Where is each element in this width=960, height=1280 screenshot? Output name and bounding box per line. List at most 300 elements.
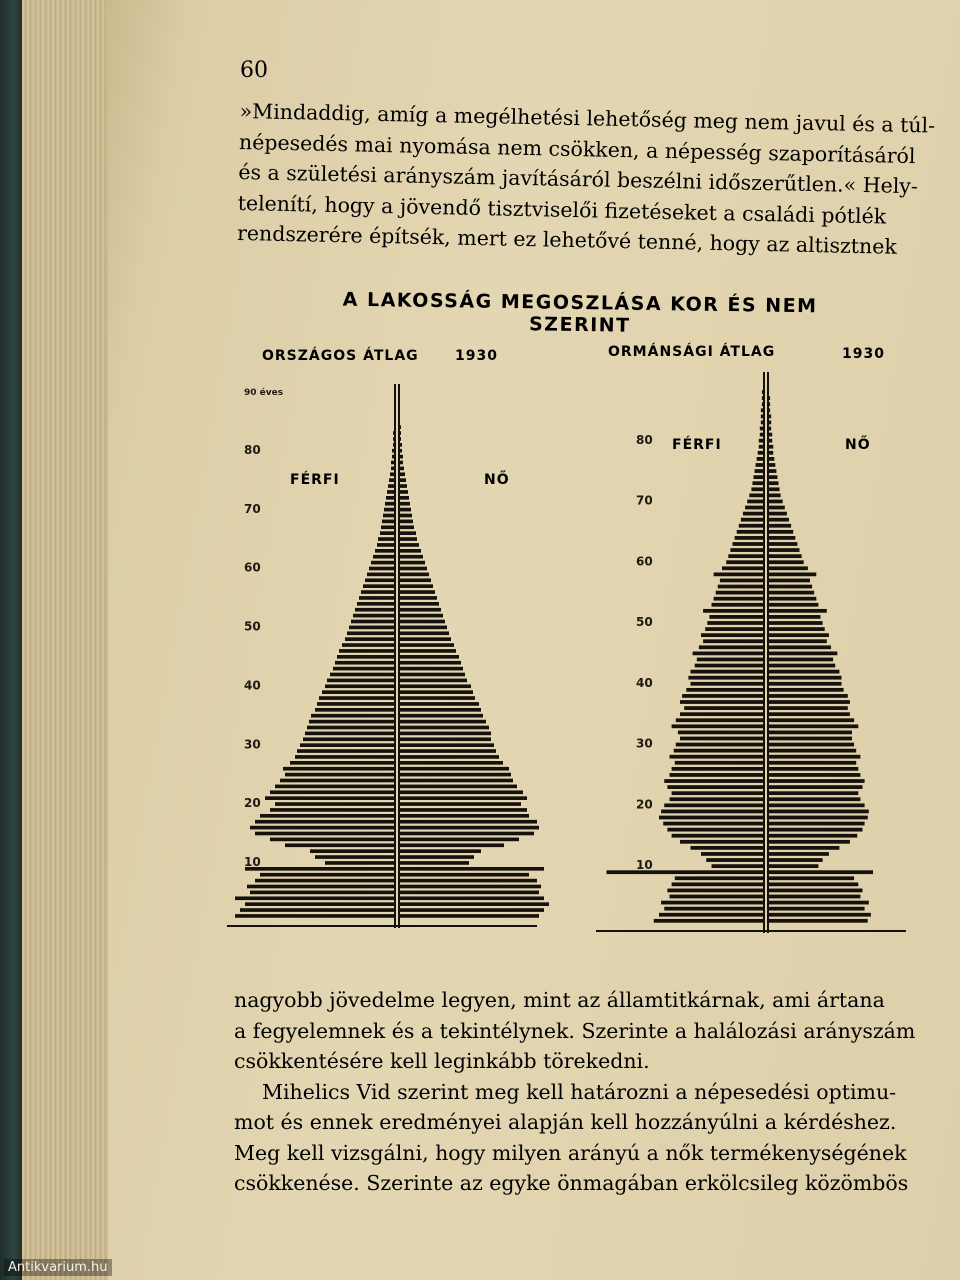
female-bar xyxy=(768,810,869,814)
age-tick-label: 30 xyxy=(636,736,653,751)
age-tick-label: 60 xyxy=(244,560,261,575)
male-bar xyxy=(664,779,764,783)
male-bar xyxy=(747,500,764,504)
female-bar xyxy=(399,755,499,759)
female-bar xyxy=(768,609,827,613)
male-bar xyxy=(250,891,395,895)
female-bar xyxy=(768,664,835,668)
male-bar xyxy=(682,694,764,698)
male-bar xyxy=(385,502,395,506)
male-bar xyxy=(709,615,764,619)
female-bar xyxy=(399,478,406,482)
male-bar xyxy=(355,608,395,612)
left-female-label: NŐ xyxy=(484,472,510,488)
male-bar xyxy=(733,542,765,546)
male-bar xyxy=(712,603,765,607)
female-bar xyxy=(399,832,534,836)
female-bar xyxy=(399,896,544,900)
male-bar xyxy=(260,814,395,818)
page-number: 60 xyxy=(240,58,268,83)
male-bar xyxy=(317,702,395,706)
male-bar xyxy=(255,820,395,824)
male-bar xyxy=(722,566,764,570)
female-bar xyxy=(399,520,413,524)
male-bar xyxy=(300,743,395,747)
paragraph-line: és a születési arányszám javításáról beszélni időszerűtlen.« Hely- xyxy=(238,159,919,199)
male-bar xyxy=(280,779,395,783)
male-bar xyxy=(730,548,764,552)
male-bar xyxy=(290,761,395,765)
female-bar xyxy=(768,524,791,528)
male-bar xyxy=(755,469,764,473)
age-tick-label: 50 xyxy=(636,615,653,630)
male-bar xyxy=(378,537,395,541)
male-bar xyxy=(670,755,765,759)
female-bar xyxy=(399,867,544,871)
male-bar xyxy=(333,667,395,671)
male-bar xyxy=(297,749,395,753)
male-bar xyxy=(728,554,764,558)
male-bar xyxy=(675,761,764,765)
age-tick-label: 70 xyxy=(244,501,261,516)
female-bar xyxy=(768,500,783,504)
male-bar xyxy=(667,785,764,789)
female-bar xyxy=(768,712,850,716)
female-bar xyxy=(768,797,860,801)
female-bar xyxy=(399,573,429,577)
female-bar xyxy=(399,514,412,518)
male-bar xyxy=(322,690,395,694)
male-bar xyxy=(670,797,765,801)
female-bar xyxy=(399,543,419,547)
male-bar xyxy=(661,901,764,905)
male-bar xyxy=(359,596,395,600)
female-bar xyxy=(768,639,827,643)
female-bar xyxy=(768,889,863,893)
female-bar xyxy=(399,879,537,883)
age-tick-label: 40 xyxy=(244,678,261,693)
female-bar xyxy=(768,724,858,728)
male-bar xyxy=(672,767,764,771)
male-bar xyxy=(342,643,395,647)
female-bar xyxy=(768,822,865,826)
male-bar xyxy=(365,578,395,582)
male-bar xyxy=(388,484,395,488)
female-bar xyxy=(768,901,869,905)
female-bar xyxy=(768,895,860,899)
female-bar xyxy=(768,852,829,856)
female-bar xyxy=(399,537,417,541)
female-bar xyxy=(768,791,858,795)
female-bar xyxy=(399,861,469,865)
female-bar xyxy=(399,620,445,624)
male-bar xyxy=(674,749,764,753)
male-bar xyxy=(283,767,395,771)
male-bar xyxy=(680,840,764,844)
female-bar xyxy=(399,720,486,724)
male-bar xyxy=(737,530,764,534)
male-bar xyxy=(240,908,395,912)
male-bar xyxy=(735,536,764,540)
male-bar xyxy=(349,626,395,630)
female-bar xyxy=(399,808,527,812)
female-bar xyxy=(768,487,780,491)
female-bar xyxy=(768,718,854,722)
female-bar xyxy=(768,749,856,753)
female-bar xyxy=(399,608,441,612)
female-bar xyxy=(768,572,816,576)
female-bar xyxy=(768,785,863,789)
male-bar xyxy=(303,737,395,741)
female-bar xyxy=(399,796,527,800)
age-tick-label: 80 xyxy=(244,442,261,457)
female-bar xyxy=(768,469,776,473)
male-bar xyxy=(691,670,765,674)
age-tick-label: 40 xyxy=(636,675,653,690)
age-tick-label: 20 xyxy=(636,797,653,812)
female-bar xyxy=(399,790,523,794)
male-bar xyxy=(335,661,395,665)
female-bar xyxy=(399,785,517,789)
female-bar xyxy=(399,820,537,824)
age-tick-label: 50 xyxy=(244,619,261,634)
male-bar xyxy=(285,773,395,777)
male-bar xyxy=(351,620,395,624)
male-bar xyxy=(305,732,395,736)
watermark: Antikvarium.hu xyxy=(4,1259,112,1276)
male-bar xyxy=(705,627,764,631)
male-bar xyxy=(672,834,764,838)
male-bar xyxy=(375,549,395,553)
male-bar xyxy=(716,591,764,595)
female-bar xyxy=(399,737,491,741)
female-bar xyxy=(399,673,465,677)
female-bar xyxy=(768,773,860,777)
male-bar xyxy=(235,896,395,900)
female-bar xyxy=(768,834,857,838)
female-bar xyxy=(399,873,529,877)
paragraph-line: népesedés mai nyomása nem csökken, a népesség szaporításáról xyxy=(238,129,916,168)
figure-title: A LAKOSSÁG MEGOSZLÁSA KOR ÉS NEM SZERINT xyxy=(342,288,818,337)
male-bar xyxy=(382,520,395,524)
female-bar xyxy=(768,919,868,923)
female-bar xyxy=(768,633,829,637)
male-bar xyxy=(745,506,764,510)
male-bar xyxy=(270,790,395,794)
male-bar xyxy=(310,849,395,853)
female-bar xyxy=(399,908,544,912)
male-bar xyxy=(726,560,764,564)
male-bar xyxy=(311,714,395,718)
female-bar xyxy=(768,840,850,844)
female-bar xyxy=(768,627,825,631)
male-bar xyxy=(701,633,764,637)
male-bar xyxy=(691,846,765,850)
male-bar xyxy=(363,584,395,588)
age-tick-label: 80 xyxy=(636,432,653,447)
male-bar xyxy=(377,543,395,547)
female-bar xyxy=(768,803,865,807)
male-bar xyxy=(678,731,764,735)
female-bar xyxy=(399,626,447,630)
female-bar xyxy=(399,749,496,753)
male-bar xyxy=(714,572,764,576)
male-bar xyxy=(720,579,764,583)
female-bar xyxy=(399,826,539,830)
male-bar xyxy=(270,808,395,812)
male-bar xyxy=(672,724,764,728)
female-bar xyxy=(768,506,785,510)
male-bar xyxy=(327,679,395,683)
female-bar xyxy=(399,567,427,571)
female-bar xyxy=(399,484,407,488)
female-bar xyxy=(399,502,410,506)
male-bar xyxy=(670,773,765,777)
female-bar xyxy=(768,816,868,820)
male-bar xyxy=(714,597,764,601)
female-bar xyxy=(768,870,873,874)
female-bar xyxy=(768,737,852,741)
male-bar xyxy=(384,508,395,512)
male-bar xyxy=(706,858,764,862)
male-bar xyxy=(676,743,764,747)
male-bar xyxy=(699,645,764,649)
male-bar xyxy=(369,567,395,571)
female-bar xyxy=(399,732,491,736)
male-bar xyxy=(353,614,395,618)
female-bar xyxy=(768,694,848,698)
female-bar xyxy=(768,652,837,656)
female-bar xyxy=(768,615,821,619)
paragraph-line: Meg kell vizsgálni, hogy milyen arányú a nők termékenységének xyxy=(234,1140,907,1165)
female-bar xyxy=(768,882,858,886)
male-bar xyxy=(235,914,395,918)
female-bar xyxy=(399,649,456,653)
male-bar xyxy=(337,655,395,659)
male-bar xyxy=(703,609,764,613)
paragraph-line: nagyobb jövedelme legyen, mint az államtitkárnak, ami ártana xyxy=(234,988,885,1012)
female-bar xyxy=(399,779,513,783)
female-bar xyxy=(768,876,854,880)
male-bar xyxy=(325,684,395,688)
female-bar xyxy=(768,779,865,783)
female-bar xyxy=(768,761,856,765)
paragraph-line: mot és ennek eredményei alapján kell hozzányúlni a kérdéshez. xyxy=(234,1110,897,1134)
female-bar xyxy=(768,475,777,479)
female-bar xyxy=(768,676,842,680)
female-bar xyxy=(768,858,823,862)
male-bar xyxy=(357,602,395,606)
male-bar xyxy=(688,676,764,680)
male-bar xyxy=(664,907,764,911)
female-bar xyxy=(399,891,539,895)
female-bar xyxy=(768,743,854,747)
right-male-label: FÉRFI xyxy=(672,437,722,453)
male-bar xyxy=(663,822,764,826)
female-bar xyxy=(768,755,860,759)
male-bar xyxy=(367,573,395,577)
male-bar xyxy=(670,895,765,899)
male-bar xyxy=(315,708,395,712)
female-bar xyxy=(768,731,852,735)
female-bar xyxy=(768,864,818,868)
male-bar xyxy=(680,712,764,716)
female-bar xyxy=(768,706,848,710)
female-bar xyxy=(399,643,454,647)
male-bar xyxy=(757,457,764,461)
female-bar xyxy=(768,579,810,583)
female-bar xyxy=(399,849,481,853)
female-bar xyxy=(768,481,779,485)
male-bar xyxy=(330,673,395,677)
age-tick-label: 10 xyxy=(636,858,653,873)
female-bar xyxy=(768,591,814,595)
male-bar xyxy=(695,664,764,668)
female-bar xyxy=(768,560,804,564)
female-bar xyxy=(399,655,459,659)
female-bar xyxy=(768,682,842,686)
male-bar xyxy=(260,873,395,877)
female-bar xyxy=(768,621,823,625)
bottom-paragraph xyxy=(234,985,916,1199)
female-bar xyxy=(768,907,865,911)
age-tick-label: 60 xyxy=(636,554,653,569)
male-bar xyxy=(373,555,395,559)
paragraph-line: csökkenése. Szerinte az egyke önmagában erkölcsileg közömbös xyxy=(234,1171,909,1195)
male-bar xyxy=(319,696,395,700)
female-bar xyxy=(768,530,793,534)
male-bar xyxy=(667,889,764,893)
female-bar xyxy=(399,578,431,582)
female-bar xyxy=(399,690,473,694)
male-bar xyxy=(255,832,395,836)
male-bar xyxy=(703,639,764,643)
female-bar xyxy=(768,700,850,704)
male-bar xyxy=(255,879,395,883)
female-bar xyxy=(399,490,408,494)
female-bar xyxy=(768,585,812,589)
male-bar xyxy=(752,481,764,485)
female-bar xyxy=(399,602,439,606)
female-bar xyxy=(399,696,475,700)
female-bar xyxy=(399,814,529,818)
female-bar xyxy=(399,614,443,618)
female-bar xyxy=(399,679,467,683)
left-male-label: FÉRFI xyxy=(290,472,340,488)
male-bar xyxy=(309,720,395,724)
female-bar xyxy=(399,743,494,747)
male-bar xyxy=(250,826,395,830)
male-bar xyxy=(686,688,764,692)
male-bar xyxy=(607,870,765,874)
right-year: 1930 xyxy=(842,346,885,362)
female-bar xyxy=(399,773,511,777)
male-bar xyxy=(693,652,764,656)
male-bar xyxy=(697,658,764,662)
female-bar xyxy=(399,708,481,712)
paragraph-line: rendszerére építsék, mert ez lehetővé tenné, hogy az altisztnek xyxy=(236,220,898,259)
male-bar xyxy=(756,463,764,467)
male-bar xyxy=(672,882,764,886)
male-bar xyxy=(270,838,395,842)
female-bar xyxy=(768,603,818,607)
female-bar xyxy=(768,536,795,540)
male-bar xyxy=(387,490,395,494)
male-bar xyxy=(325,861,395,865)
male-bar xyxy=(247,885,395,889)
paragraph-line: »Mindaddig, amíg a megélhetési lehetőség meg nem javul és a túl- xyxy=(239,98,936,138)
male-bar xyxy=(361,590,395,594)
female-bar xyxy=(399,855,474,859)
female-bar xyxy=(399,584,433,588)
male-bar xyxy=(659,913,764,917)
male-bar xyxy=(684,706,764,710)
male-bar xyxy=(661,810,764,814)
female-bar xyxy=(768,566,808,570)
female-bar xyxy=(768,645,831,649)
female-bar xyxy=(768,518,789,522)
female-bar xyxy=(399,726,489,730)
male-bar xyxy=(659,816,764,820)
female-bar xyxy=(399,637,451,641)
male-bar xyxy=(680,737,764,741)
paragraph-line: Mihelics Vid szerint meg kell határozni a népesedési optimu- xyxy=(262,1079,897,1104)
male-bar xyxy=(315,855,395,859)
paragraph-line: a fegyelemnek és a tekintélynek. Szerinte a halálozási arányszám xyxy=(234,1018,916,1043)
female-bar xyxy=(399,885,541,889)
female-bar xyxy=(768,767,858,771)
female-bar xyxy=(768,688,844,692)
male-bar xyxy=(718,585,764,589)
male-bar xyxy=(680,700,764,704)
left-subtitle-text: ORSZÁGOS ÁTLAG xyxy=(262,348,419,364)
female-bar xyxy=(399,902,549,906)
male-bar xyxy=(347,631,395,635)
male-bar xyxy=(739,524,764,528)
male-bar xyxy=(275,785,395,789)
age-tick-label: 70 xyxy=(636,493,653,508)
male-bar xyxy=(339,649,395,653)
female-bar xyxy=(399,661,461,665)
paragraph-line: csökkentésére kell leginkább törekedni. xyxy=(234,1049,650,1073)
female-bar xyxy=(399,714,483,718)
female-bar xyxy=(768,913,871,917)
male-bar xyxy=(654,919,764,923)
male-bar xyxy=(707,621,764,625)
male-bar xyxy=(245,867,395,871)
male-bar xyxy=(701,852,764,856)
male-bar xyxy=(381,525,395,529)
female-bar xyxy=(399,508,411,512)
female-bar xyxy=(399,549,421,553)
male-bar xyxy=(691,682,765,686)
male-bar xyxy=(245,902,395,906)
female-bar xyxy=(399,914,539,918)
male-bar xyxy=(371,561,395,565)
female-bar xyxy=(399,531,416,535)
female-bar xyxy=(768,828,863,832)
female-bar xyxy=(399,631,449,635)
age-tick-label: 30 xyxy=(244,737,261,752)
male-bar xyxy=(664,803,764,807)
male-bar xyxy=(295,755,395,759)
right-female-label: NŐ xyxy=(845,437,871,453)
male-bar xyxy=(285,843,395,847)
female-bar xyxy=(399,667,463,671)
female-bar xyxy=(399,496,409,500)
male-bar xyxy=(265,796,395,800)
male-bar xyxy=(672,791,764,795)
